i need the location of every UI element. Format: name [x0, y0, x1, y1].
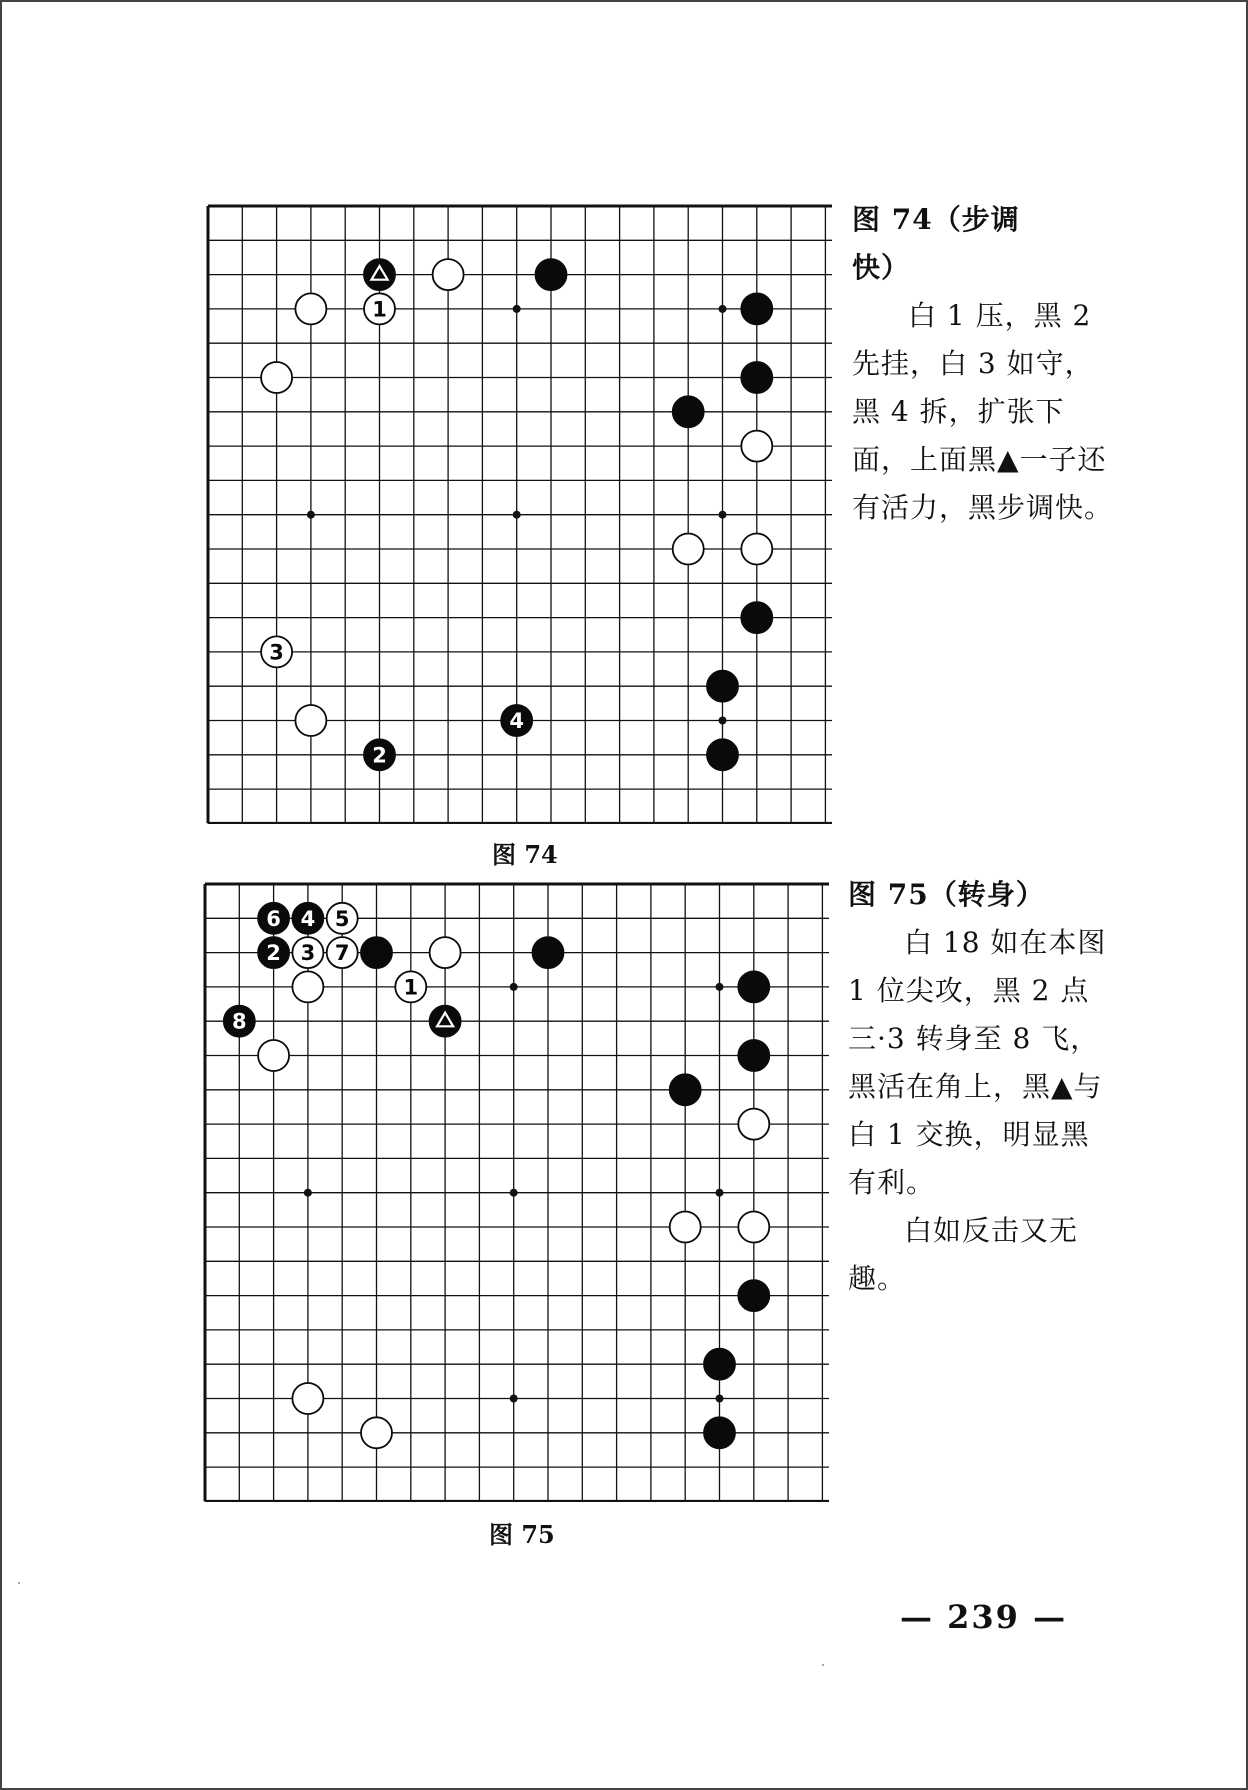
black-stone: [430, 1006, 461, 1037]
star-point: [513, 305, 521, 313]
go-board-figure-74: [206, 204, 832, 824]
move-number: 4: [300, 906, 316, 931]
black-stone: [704, 1417, 735, 1448]
figure-74-heading-line1: 图 74（步调: [852, 203, 1020, 236]
white-stone: [738, 1109, 769, 1140]
black-stone: [361, 937, 392, 968]
move-number: 3: [269, 640, 284, 665]
white-stone: [670, 1212, 701, 1243]
black-stone: [738, 1040, 769, 1071]
black-stone: [704, 1349, 735, 1380]
star-point: [513, 511, 521, 519]
black-stone: [738, 1280, 769, 1311]
black-stone: [670, 1074, 701, 1105]
star-point: [716, 1189, 724, 1197]
star-point: [716, 1395, 724, 1403]
figure-74-caption: 图 74: [492, 840, 558, 869]
black-stone: [707, 671, 738, 702]
move-number: 5: [334, 906, 350, 931]
scan-speck: [822, 1664, 824, 1666]
move-number: 8: [231, 1009, 247, 1034]
move-number: 1: [372, 297, 387, 322]
white-stone: [258, 1040, 289, 1071]
figure-75-heading: 图 75（转身）: [848, 878, 1045, 911]
star-point: [719, 717, 727, 725]
star-point: [719, 511, 727, 519]
white-stone: [292, 1383, 323, 1414]
figure-75-text: [848, 871, 1113, 1303]
white-stone: [292, 971, 323, 1002]
star-point: [307, 511, 315, 519]
black-stone: [741, 602, 772, 633]
move-number: 6: [266, 906, 281, 931]
white-stone: [673, 534, 704, 565]
star-point: [510, 1395, 518, 1403]
white-stone: [430, 937, 461, 968]
go-board-figure-75: [203, 882, 829, 1502]
move-number: 1: [403, 975, 419, 1000]
star-point: [510, 983, 518, 991]
move-number: 3: [300, 941, 316, 966]
white-stone: [738, 1212, 769, 1243]
white-stone: [261, 362, 292, 393]
move-number: 2: [266, 941, 281, 966]
white-stone: [295, 293, 326, 324]
star-point: [716, 983, 724, 991]
star-point: [510, 1189, 518, 1197]
move-number: 7: [334, 941, 350, 966]
figure-74-heading-line2: 快）: [852, 251, 911, 284]
figure-74-heading: [852, 196, 1117, 292]
figure-74-paragraph: 白 1 压，黑 2 先挂，白 3 如守，黑 4 拆，扩张下面，上面黑▲一子还有活力，黑步调快。: [852, 299, 1114, 524]
white-stone: [741, 431, 772, 462]
white-stone: [361, 1417, 392, 1448]
black-stone: [741, 362, 772, 393]
black-stone: [536, 259, 567, 290]
figure-75-paragraph-1: 白 18 如在本图 1 位尖攻，黑 2 点三·3 转身至 8 飞，黑活在角上，黑▲与白 1 交换，明显黑有利。: [848, 926, 1107, 1199]
black-stone: [364, 259, 395, 290]
scan-speck: [18, 1582, 20, 1584]
figure-75-caption: 图 75: [489, 1520, 555, 1549]
star-point: [304, 1189, 312, 1197]
white-stone: [433, 259, 464, 290]
move-number: 2: [372, 743, 387, 768]
black-stone: [738, 971, 769, 1002]
figure-74-text: [852, 196, 1117, 532]
white-stone: [295, 705, 326, 736]
white-stone: [741, 534, 772, 565]
move-number: 4: [509, 709, 525, 733]
black-stone: [533, 937, 564, 968]
page-number: — 239 —: [900, 1598, 1068, 1636]
black-stone: [707, 739, 738, 770]
black-stone: [741, 293, 772, 324]
black-stone: [673, 396, 704, 427]
star-point: [719, 305, 727, 313]
figure-75-paragraph-2: 白如反击又无趣。: [848, 1214, 1079, 1295]
